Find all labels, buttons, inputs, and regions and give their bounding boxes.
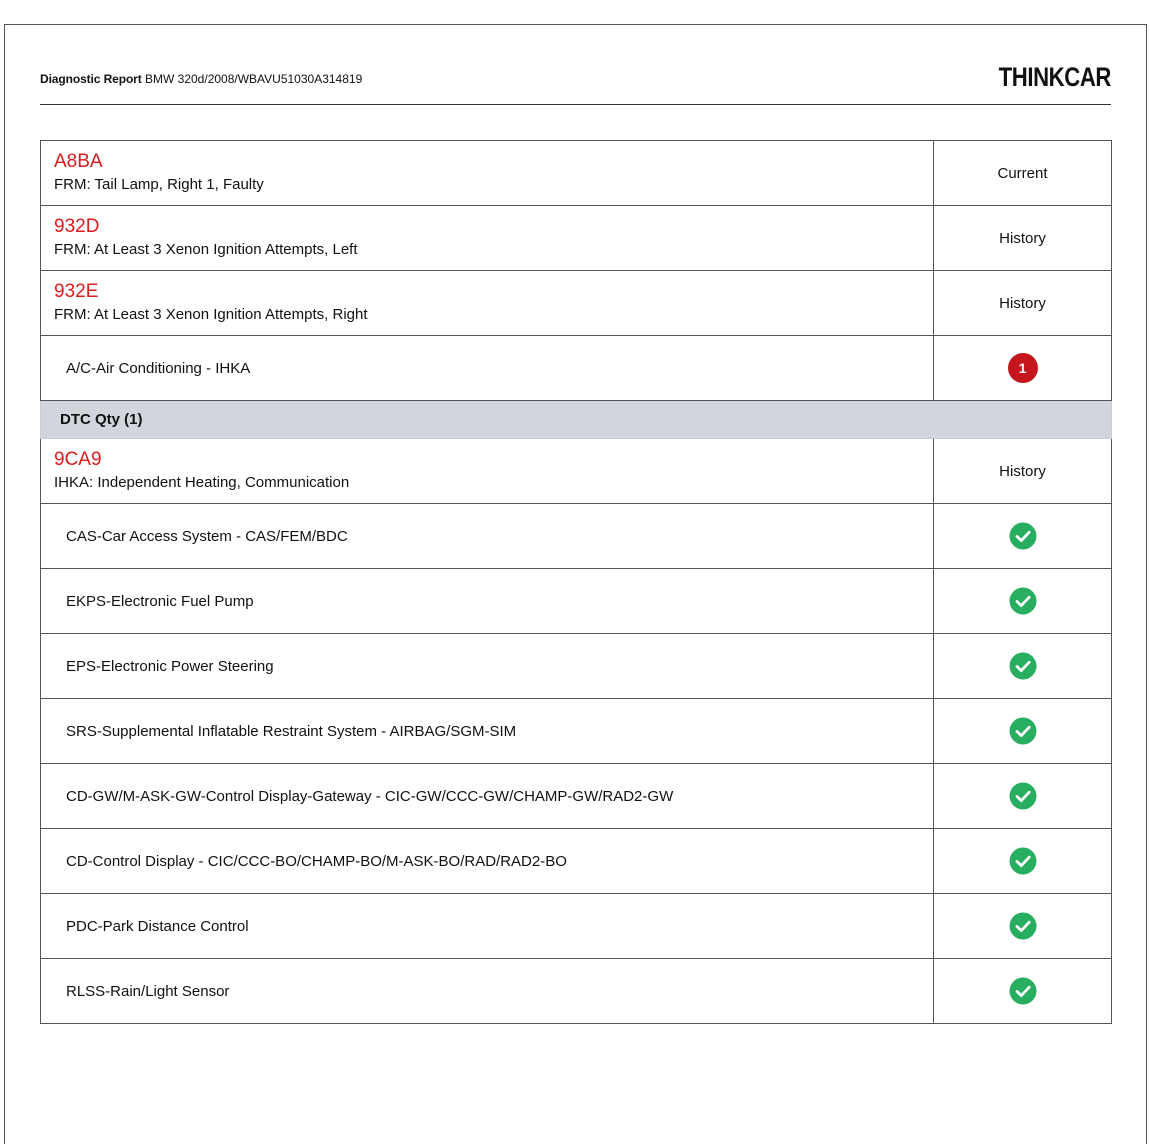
module-cell (41, 959, 934, 1024)
module-status (934, 504, 1112, 569)
module-cell (41, 504, 934, 569)
dtc-cell (41, 141, 934, 206)
module-name: PDC-Park Distance Control (66, 917, 249, 935)
diagnostic-table (40, 140, 1112, 1024)
dtc-code: A8BA (54, 151, 103, 172)
dtc-status: History (934, 206, 1112, 271)
module-row (41, 336, 1112, 401)
module-row (41, 634, 1112, 699)
dtc-qty-label: DTC Qty (1) (41, 401, 1112, 439)
module-name: CAS-Car Access System - CAS/FEM/BDC (66, 527, 348, 545)
vehicle-info: BMW 320d/2008/WBAVU51030A314819 (145, 72, 363, 86)
dtc-description: FRM: Tail Lamp, Right 1, Faulty (54, 176, 264, 193)
module-row (41, 764, 1112, 829)
dtc-code: 932E (54, 281, 99, 302)
dtc-description: FRM: At Least 3 Xenon Ignition Attempts, Right (54, 306, 368, 323)
module-name: CD-GW/M-ASK-GW-Control Display-Gateway - CIC-GW/CCC-GW/CHAMP-GW/RAD2-GW (66, 787, 674, 805)
dtc-row (41, 439, 1112, 504)
fault-count-badge: 1 (1008, 353, 1038, 383)
report-title: Diagnostic Report (40, 72, 142, 86)
module-row (41, 569, 1112, 634)
module-row (41, 959, 1112, 1024)
dtc-status: History (934, 439, 1112, 504)
dtc-cell (41, 206, 934, 271)
dtc-description: IHKA: Independent Heating, Communication (54, 474, 350, 491)
module-status (934, 336, 1112, 401)
dtc-row (41, 206, 1112, 271)
report-header (40, 60, 1111, 105)
module-cell (41, 829, 934, 894)
module-row (41, 699, 1112, 764)
module-cell (41, 569, 934, 634)
check-circle-icon (1009, 522, 1037, 550)
module-name: A/C-Air Conditioning - IHKA (66, 359, 251, 377)
dtc-row (41, 271, 1112, 336)
check-circle-icon (1009, 847, 1037, 875)
dtc-status: Current (934, 141, 1112, 206)
dtc-description: FRM: At Least 3 Xenon Ignition Attempts, Left (54, 241, 358, 258)
dtc-row (41, 141, 1112, 206)
module-name: EPS-Electronic Power Steering (66, 657, 274, 675)
check-circle-icon (1009, 912, 1037, 940)
module-row (41, 894, 1112, 959)
module-row (41, 829, 1112, 894)
thinkcar-logo: THINKCAR (998, 62, 1111, 92)
module-status (934, 959, 1112, 1024)
check-circle-icon (1009, 587, 1037, 615)
module-status (934, 764, 1112, 829)
module-name: RLSS-Rain/Light Sensor (66, 982, 230, 1000)
module-status (934, 829, 1112, 894)
check-circle-icon (1009, 717, 1037, 745)
module-name: EKPS-Electronic Fuel Pump (66, 592, 254, 610)
module-status (934, 634, 1112, 699)
check-circle-icon (1009, 652, 1037, 680)
module-row (41, 504, 1112, 569)
dtc-cell (41, 439, 934, 504)
dtc-code: 9CA9 (54, 449, 102, 470)
module-status (934, 569, 1112, 634)
module-name: SRS-Supplemental Inflatable Restraint System - AIRBAG/SGM-SIM (66, 722, 517, 740)
dtc-cell (41, 271, 934, 336)
module-status (934, 894, 1112, 959)
module-status (934, 699, 1112, 764)
module-cell (41, 764, 934, 829)
dtc-code: 932D (54, 216, 100, 237)
module-name: CD-Control Display - CIC/CCC-BO/CHAMP-BO/M-ASK-BO/RAD/RAD2-BO (66, 852, 567, 870)
module-cell (41, 336, 934, 401)
check-circle-icon (1009, 977, 1037, 1005)
dtc-status: History (934, 271, 1112, 336)
check-circle-icon (1009, 782, 1037, 810)
dtc-qty-section (41, 401, 1112, 439)
module-cell (41, 634, 934, 699)
module-cell (41, 699, 934, 764)
module-cell (41, 894, 934, 959)
